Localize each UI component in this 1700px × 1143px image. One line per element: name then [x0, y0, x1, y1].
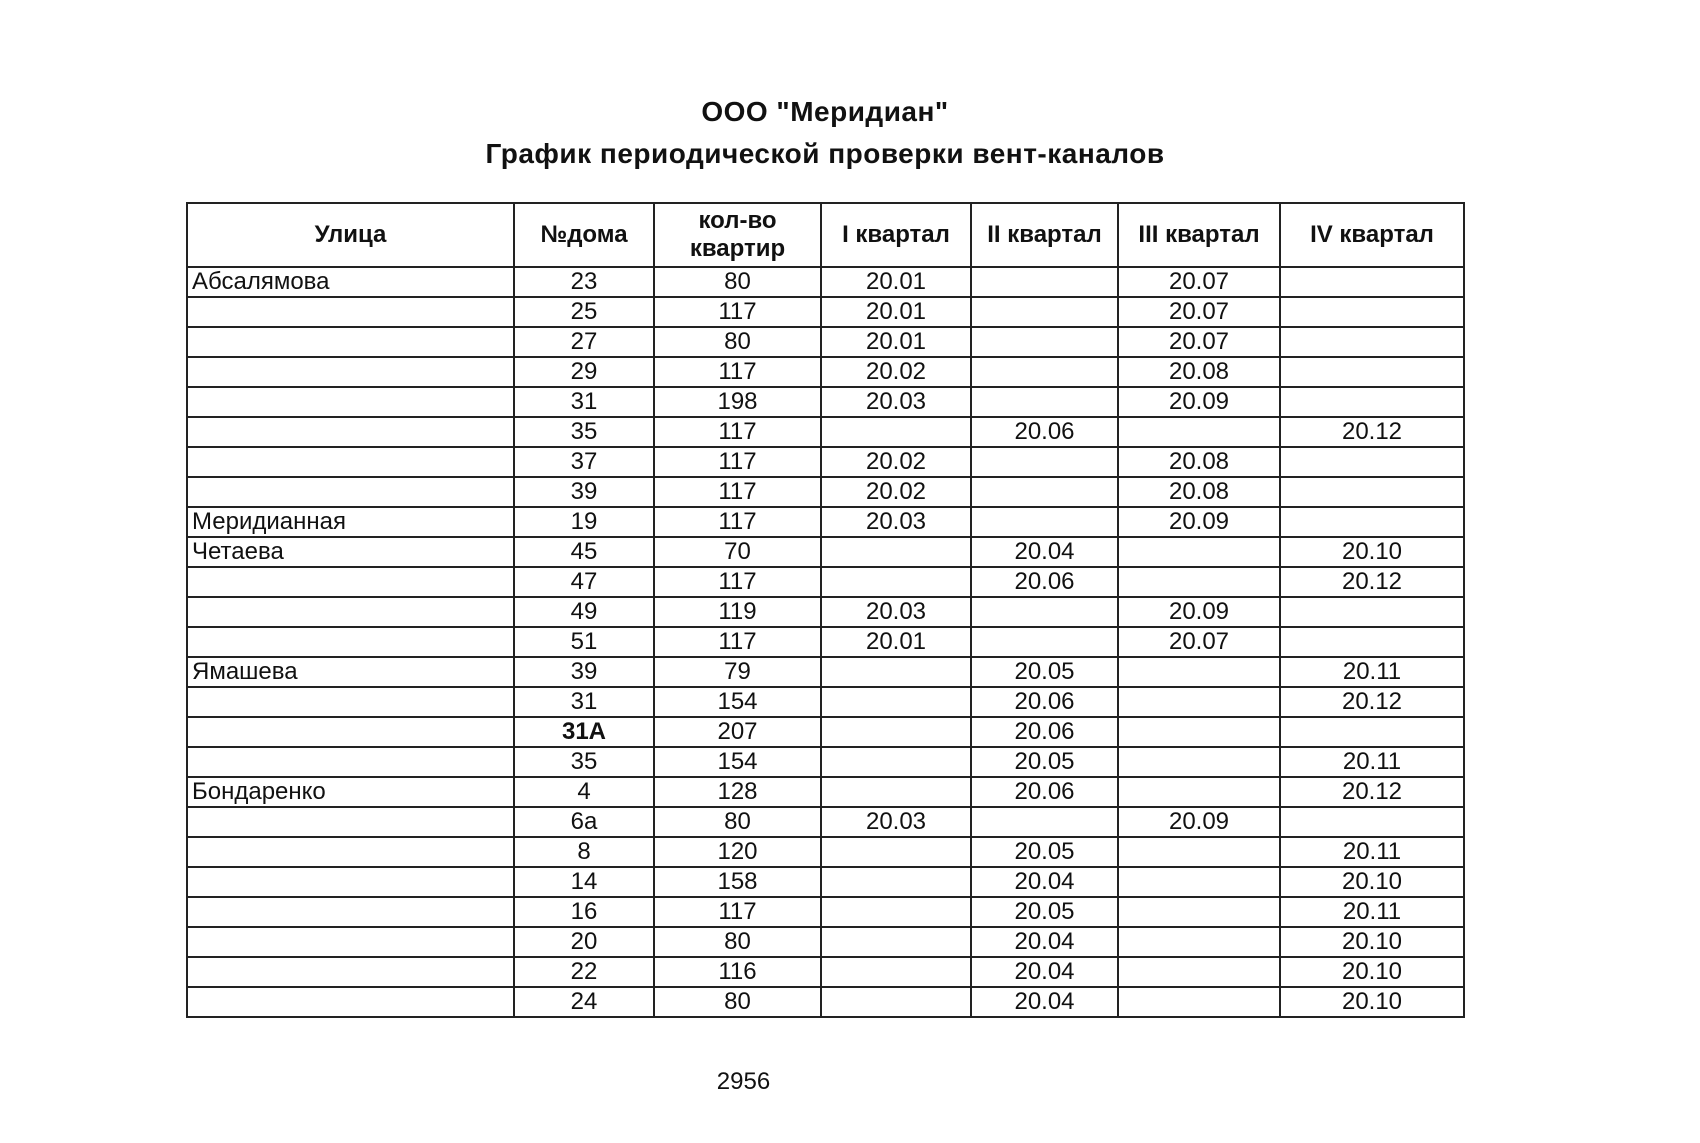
quarter-3-cell: [1118, 927, 1280, 957]
quarter-1-cell: 20.01: [821, 267, 971, 297]
quarter-3-cell: [1118, 687, 1280, 717]
table-row: [187, 717, 1464, 747]
quarter-4-cell: 20.12: [1280, 777, 1464, 807]
header-row: [187, 203, 1464, 267]
quarter-4-cell: 20.12: [1280, 567, 1464, 597]
flat-count-cell: 117: [654, 897, 821, 927]
house-number-cell: 23: [514, 267, 654, 297]
header-quarter-2: II квартал: [971, 203, 1118, 267]
street-cell: [187, 477, 514, 507]
table-row: [187, 447, 1464, 477]
table-row: [187, 477, 1464, 507]
street-cell: Бондаренко: [187, 777, 514, 807]
street-cell: [187, 387, 514, 417]
quarter-4-cell: [1280, 297, 1464, 327]
flat-count-cell: 117: [654, 357, 821, 387]
street-cell: [187, 867, 514, 897]
quarter-4-cell: 20.11: [1280, 747, 1464, 777]
house-number-cell: 27: [514, 327, 654, 357]
flat-count-cell: 117: [654, 567, 821, 597]
quarter-1-cell: 20.02: [821, 477, 971, 507]
quarter-4-cell: [1280, 387, 1464, 417]
quarter-3-cell: [1118, 897, 1280, 927]
quarter-2-cell: [971, 297, 1118, 327]
house-number-cell: 16: [514, 897, 654, 927]
quarter-4-cell: [1280, 477, 1464, 507]
street-cell: Абсалямова: [187, 267, 514, 297]
quarter-4-cell: 20.10: [1280, 987, 1464, 1017]
header-flat-count: [654, 203, 821, 267]
quarter-1-cell: 20.01: [821, 297, 971, 327]
table-row: [187, 747, 1464, 777]
quarter-4-cell: [1280, 357, 1464, 387]
quarter-2-cell: [971, 327, 1118, 357]
quarter-2-cell: 20.05: [971, 897, 1118, 927]
table-row: [187, 657, 1464, 687]
street-cell: [187, 627, 514, 657]
quarter-2-cell: [971, 807, 1118, 837]
quarter-3-cell: 20.09: [1118, 807, 1280, 837]
quarter-4-cell: [1280, 597, 1464, 627]
quarter-3-cell: 20.09: [1118, 597, 1280, 627]
table-row: [187, 837, 1464, 867]
street-cell: Меридианная: [187, 507, 514, 537]
table-row: [187, 957, 1464, 987]
table-row: [187, 597, 1464, 627]
house-number-cell: 39: [514, 477, 654, 507]
house-number-cell: 37: [514, 447, 654, 477]
street-cell: [187, 357, 514, 387]
header-house-number: №дома: [514, 203, 654, 267]
house-number-cell: 6а: [514, 807, 654, 837]
quarter-3-cell: 20.07: [1118, 627, 1280, 657]
flat-count-cell: 154: [654, 747, 821, 777]
flat-count-cell: 80: [654, 327, 821, 357]
quarter-3-cell: [1118, 747, 1280, 777]
quarter-4-cell: [1280, 507, 1464, 537]
street-cell: [187, 747, 514, 777]
quarter-2-cell: 20.06: [971, 417, 1118, 447]
quarter-4-cell: [1280, 267, 1464, 297]
quarter-3-cell: 20.09: [1118, 507, 1280, 537]
quarter-1-cell: [821, 687, 971, 717]
house-number-cell: 29: [514, 357, 654, 387]
quarter-4-cell: 20.11: [1280, 657, 1464, 687]
house-number-cell: 45: [514, 537, 654, 567]
street-cell: [187, 297, 514, 327]
quarter-3-cell: 20.08: [1118, 357, 1280, 387]
quarter-3-cell: 20.08: [1118, 447, 1280, 477]
table-row: [187, 537, 1464, 567]
quarter-1-cell: 20.01: [821, 327, 971, 357]
quarter-3-cell: [1118, 657, 1280, 687]
quarter-3-cell: 20.08: [1118, 477, 1280, 507]
table-row: [187, 987, 1464, 1017]
flat-count-cell: 198: [654, 387, 821, 417]
house-number-cell: 49: [514, 597, 654, 627]
flat-count-cell: 117: [654, 507, 821, 537]
quarter-1-cell: [821, 777, 971, 807]
street-cell: Ямашева: [187, 657, 514, 687]
house-number-cell: 31: [514, 687, 654, 717]
quarter-4-cell: [1280, 327, 1464, 357]
table-row: [187, 357, 1464, 387]
quarter-4-cell: [1280, 447, 1464, 477]
street-cell: [187, 927, 514, 957]
flat-count-cell: 80: [654, 267, 821, 297]
house-number-cell: 35: [514, 747, 654, 777]
flat-count-cell: 79: [654, 657, 821, 687]
flat-count-cell: 116: [654, 957, 821, 987]
quarter-2-cell: [971, 267, 1118, 297]
flat-count-cell: 80: [654, 807, 821, 837]
quarter-4-cell: 20.10: [1280, 927, 1464, 957]
quarter-2-cell: 20.05: [971, 837, 1118, 867]
table-row: [187, 327, 1464, 357]
quarter-2-cell: [971, 447, 1118, 477]
table-row: [187, 867, 1464, 897]
house-number-cell: 51: [514, 627, 654, 657]
quarter-2-cell: 20.04: [971, 957, 1118, 987]
quarter-3-cell: [1118, 717, 1280, 747]
document-title: График периодической проверки вент-каналов: [485, 138, 1165, 169]
quarter-4-cell: 20.12: [1280, 687, 1464, 717]
street-cell: [187, 957, 514, 987]
quarter-1-cell: [821, 987, 971, 1017]
quarter-1-cell: [821, 927, 971, 957]
quarter-4-cell: [1280, 627, 1464, 657]
flat-count-cell: 154: [654, 687, 821, 717]
quarter-2-cell: 20.06: [971, 567, 1118, 597]
header-flat-count-label: кол-во квартир: [689, 207, 786, 262]
street-cell: [187, 417, 514, 447]
table-row: [187, 777, 1464, 807]
header-quarter-4: IV квартал: [1280, 203, 1464, 267]
table-row: [187, 387, 1464, 417]
street-cell: [187, 897, 514, 927]
quarter-4-cell: [1280, 717, 1464, 747]
quarter-2-cell: 20.05: [971, 747, 1118, 777]
table-body: [187, 267, 1464, 1017]
quarter-4-cell: 20.10: [1280, 957, 1464, 987]
house-number-cell: 14: [514, 867, 654, 897]
quarter-3-cell: 20.07: [1118, 267, 1280, 297]
house-number-cell: 39: [514, 657, 654, 687]
quarter-2-cell: 20.06: [971, 777, 1118, 807]
street-cell: Четаева: [187, 537, 514, 567]
quarter-3-cell: [1118, 867, 1280, 897]
quarter-3-cell: 20.07: [1118, 327, 1280, 357]
quarter-1-cell: 20.03: [821, 807, 971, 837]
quarter-2-cell: [971, 357, 1118, 387]
quarter-4-cell: 20.11: [1280, 897, 1464, 927]
street-cell: [187, 837, 514, 867]
house-number-cell: 19: [514, 507, 654, 537]
flat-count-cell: 117: [654, 417, 821, 447]
flat-count-cell: 128: [654, 777, 821, 807]
street-cell: [187, 807, 514, 837]
quarter-4-cell: 20.11: [1280, 837, 1464, 867]
inspection-schedule-table: [186, 202, 1465, 1018]
street-cell: [187, 597, 514, 627]
quarter-4-cell: 20.12: [1280, 417, 1464, 447]
house-number-cell: 24: [514, 987, 654, 1017]
total-flats: 2956: [716, 1068, 771, 1095]
quarter-1-cell: [821, 837, 971, 867]
quarter-2-cell: 20.04: [971, 537, 1118, 567]
header-quarter-3: III квартал: [1118, 203, 1280, 267]
house-number-cell: 35: [514, 417, 654, 447]
quarter-3-cell: [1118, 567, 1280, 597]
quarter-1-cell: 20.02: [821, 447, 971, 477]
flat-count-cell: 119: [654, 597, 821, 627]
street-cell: [187, 717, 514, 747]
quarter-1-cell: 20.03: [821, 507, 971, 537]
house-number-cell: 4: [514, 777, 654, 807]
quarter-4-cell: 20.10: [1280, 867, 1464, 897]
quarter-2-cell: 20.05: [971, 657, 1118, 687]
house-number-cell: 31: [514, 387, 654, 417]
quarter-3-cell: 20.09: [1118, 387, 1280, 417]
house-number-cell: 25: [514, 297, 654, 327]
quarter-3-cell: [1118, 537, 1280, 567]
quarter-1-cell: 20.03: [821, 597, 971, 627]
table-row: [187, 567, 1464, 597]
quarter-3-cell: [1118, 987, 1280, 1017]
flat-count-cell: 158: [654, 867, 821, 897]
quarter-2-cell: [971, 597, 1118, 627]
header-quarter-1: I квартал: [821, 203, 971, 267]
table-row: [187, 507, 1464, 537]
table-row: [187, 417, 1464, 447]
street-cell: [187, 327, 514, 357]
flat-count-cell: 207: [654, 717, 821, 747]
quarter-4-cell: 20.10: [1280, 537, 1464, 567]
house-number-cell: 8: [514, 837, 654, 867]
quarter-2-cell: [971, 627, 1118, 657]
quarter-2-cell: 20.04: [971, 867, 1118, 897]
flat-count-cell: 80: [654, 987, 821, 1017]
house-number-cell: 47: [514, 567, 654, 597]
flat-count-cell: 120: [654, 837, 821, 867]
quarter-3-cell: [1118, 777, 1280, 807]
street-cell: [187, 567, 514, 597]
quarter-1-cell: [821, 717, 971, 747]
table-row: [187, 807, 1464, 837]
flat-count-cell: 117: [654, 477, 821, 507]
street-cell: [187, 687, 514, 717]
flat-count-cell: 80: [654, 927, 821, 957]
flat-count-cell: 117: [654, 447, 821, 477]
house-number-cell: 31А: [514, 717, 654, 747]
quarter-3-cell: [1118, 417, 1280, 447]
quarter-1-cell: [821, 657, 971, 687]
quarter-4-cell: [1280, 807, 1464, 837]
header-street: Улица: [187, 203, 514, 267]
company-name: ООО "Меридиан": [701, 96, 949, 127]
street-cell: [187, 447, 514, 477]
house-number-cell: 20: [514, 927, 654, 957]
quarter-1-cell: 20.02: [821, 357, 971, 387]
quarter-2-cell: [971, 387, 1118, 417]
flat-count-cell: 70: [654, 537, 821, 567]
table-row: [187, 297, 1464, 327]
quarter-3-cell: [1118, 957, 1280, 987]
flat-count-cell: 117: [654, 297, 821, 327]
quarter-1-cell: [821, 867, 971, 897]
quarter-2-cell: 20.04: [971, 927, 1118, 957]
street-cell: [187, 987, 514, 1017]
flat-count-cell: 117: [654, 627, 821, 657]
table-row: [187, 267, 1464, 297]
quarter-1-cell: 20.03: [821, 387, 971, 417]
quarter-2-cell: [971, 477, 1118, 507]
table-row: [187, 687, 1464, 717]
quarter-1-cell: [821, 957, 971, 987]
quarter-1-cell: [821, 417, 971, 447]
house-number-cell: 22: [514, 957, 654, 987]
quarter-1-cell: 20.01: [821, 627, 971, 657]
quarter-1-cell: [821, 537, 971, 567]
quarter-1-cell: [821, 567, 971, 597]
quarter-2-cell: 20.04: [971, 987, 1118, 1017]
quarter-2-cell: 20.06: [971, 687, 1118, 717]
table-row: [187, 897, 1464, 927]
table-row: [187, 927, 1464, 957]
quarter-1-cell: [821, 897, 971, 927]
table-row: [187, 627, 1464, 657]
quarter-2-cell: [971, 507, 1118, 537]
quarter-2-cell: 20.06: [971, 717, 1118, 747]
quarter-1-cell: [821, 747, 971, 777]
quarter-3-cell: [1118, 837, 1280, 867]
quarter-3-cell: 20.07: [1118, 297, 1280, 327]
